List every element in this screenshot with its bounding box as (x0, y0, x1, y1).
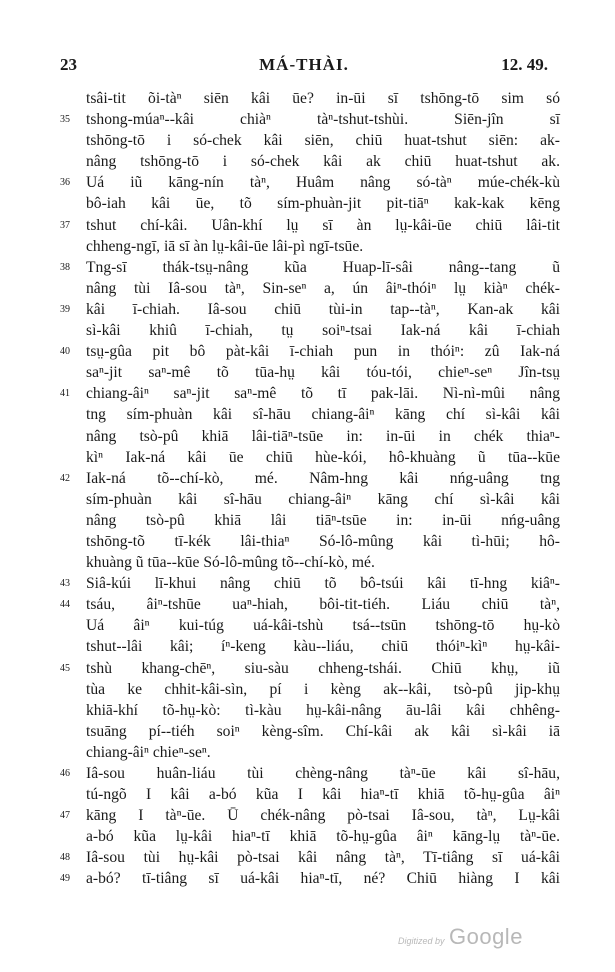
line-text: kāng I tàⁿ-ūe. Ū chék-nâng pò-tsai Iâ-sou, tàⁿ, Lṳ-kâi (86, 807, 560, 825)
text-line (60, 236, 560, 257)
line-text: kìⁿ Iak-ná kâi ūe chiū hùe-kói, hô-khuàng ũ tūa--kūe (86, 448, 560, 466)
text-line (60, 847, 560, 868)
verse-number: 49 (60, 873, 70, 885)
line-text: kâi ī-chiah. Iâ-sou chiū tùi-in tap--tàⁿ, Kan-ak kâi (86, 300, 560, 318)
text-line (60, 615, 560, 636)
text-line (60, 299, 560, 320)
text-line (60, 679, 560, 700)
line-text: tshù khang-chēⁿ, siu-sàu chheng-tshái. Chiū khṳ, iũ (86, 659, 560, 677)
text-line (60, 510, 560, 531)
verse-number: 38 (60, 261, 70, 273)
text-line (60, 805, 560, 826)
line-text: chheng-ngī, iā sī àn lṳ-kâi-ūe lâi-pì ngī-tsūe. (86, 237, 364, 255)
line-text: tú-ngõ I kâi a-bó kũa I kâi hiaⁿ-tī khiā tõ-hṳ-gûa âiⁿ (86, 786, 560, 804)
line-text: nâng tsò-pû khiā lâi tiāⁿ-tsūe in: in-ūi nńg-uâng (86, 511, 560, 529)
text-line (60, 88, 560, 109)
verse-number: 40 (60, 346, 70, 358)
text-line (60, 700, 560, 721)
page-number: 23 (60, 55, 77, 74)
line-text: sì-kâi khiû ī-chiah, tṳ soiⁿ-tsai Iak-ná kâi ī-chiah (86, 322, 560, 340)
line-text: tsṳ-gûa pit bô pàt-kâi ī-chiah pun in thóiⁿ: zû Iak-ná (86, 343, 560, 361)
verse-number: 39 (60, 303, 70, 315)
line-text: khiā-khí tõ-hṳ-kò: tì-kàu hṳ-kâi-nâng āu-lâi kâi chhêng- (86, 701, 560, 719)
digitized-by-google-watermark (398, 924, 523, 950)
text-line (60, 658, 560, 679)
text-line (60, 763, 560, 784)
line-text: tsâi-tit õi-tàⁿ siēn kâi ūe? in-ūi sī tshōng-tō sim só (86, 90, 560, 107)
text-line (60, 404, 560, 425)
verse-number: 35 (60, 114, 70, 126)
text-line (60, 594, 560, 615)
line-text: Uá âiⁿ kui-túg uá-kâi-tshù tsá--tsūn tshōng-tō hṳ-kò (86, 617, 560, 635)
line-text: sím-phuàn kâi sî-hāu chiang-âiⁿ kāng chí sì-kâi kâi (86, 490, 560, 508)
line-text: chiang-âiⁿ saⁿ-jit saⁿ-mê tõ tī pak-lāi. Nì-nì-mûi nâng (86, 385, 560, 403)
line-text: Tng-sī thák-tsṳ-nâng kũa Huap-lī-sâi nâng--tang ũ (86, 258, 560, 276)
line-text: a-bó? tī-tiâng sī uá-kâi hiaⁿ-tī, né? Chiū hiàng I kâi (86, 870, 560, 888)
line-text: tshōng-tõ tī-kék lâi-thiaⁿ Só-lô-mûng kâi tì-hūi; hô- (86, 532, 560, 550)
text-line (60, 341, 560, 362)
watermark-prefix: Digitized by (398, 936, 445, 946)
line-text: Uá iũ kāng-nín tàⁿ, Huâm nâng só-tàⁿ múe-chék-kù (86, 174, 560, 192)
verse-number: 47 (60, 810, 70, 822)
line-text: tng sím-phuàn kâi sî-hāu chiang-âiⁿ kāng chí sì-kâi kâi (86, 406, 560, 424)
text-line (60, 868, 560, 889)
text-line (60, 426, 560, 447)
line-text: tshut chí-kâi. Uân-khí lṳ sī àn lṳ-kâi-ūe chiū lâi-tit (86, 216, 560, 234)
text-line (60, 573, 560, 594)
line-text: tshut--lâi kâi; íⁿ-keng kàu--liáu, chiū thóiⁿ-kìⁿ hṳ-kâi- (86, 638, 560, 656)
verse-number: 44 (60, 599, 70, 611)
text-line (60, 151, 560, 172)
line-text: Iâ-sou tùi hṳ-kâi pò-tsai kâi nâng tàⁿ, Tī-tiâng sī uá-kâi (86, 849, 560, 867)
verse-number: 36 (60, 177, 70, 189)
line-text: chiang-âiⁿ chieⁿ-seⁿ. (86, 743, 211, 761)
verse-number: 43 (60, 578, 70, 590)
google-logo: Google (448, 924, 523, 949)
text-line (60, 447, 560, 468)
text-line (60, 784, 560, 805)
text-line (60, 636, 560, 657)
text-line (60, 489, 560, 510)
verse-number: 41 (60, 388, 70, 400)
line-text: a-bó kũa lṳ-kâi hiaⁿ-tī khiā tõ-hṳ-gûa âiⁿ kāng-lṳ tàⁿ-ūe. (86, 828, 560, 846)
line-text: tshong-múaⁿ--kâi chiàⁿ tàⁿ-tshut-tshùi. Siēn-jîn sī (86, 111, 560, 129)
text-line (60, 552, 560, 573)
line-text: saⁿ-jit saⁿ-mê tõ tūa-hṳ kâi tóu-tói, chieⁿ-seⁿ Jîn-tsṳ (86, 364, 560, 382)
text-line (60, 826, 560, 847)
line-text: tsáu, âiⁿ-tshūe uaⁿ-hiah, bôi-tit-tiéh. Liáu chiū tàⁿ, (86, 596, 560, 614)
line-text: nâng tshōng-tō i só-chek kâi ak chiū huat-tshut ak. (86, 153, 560, 171)
text-line (60, 320, 560, 341)
line-text: Iak-ná tõ--chí-kò, mé. Nâm-hng kâi nńg-uâng tng (86, 469, 560, 487)
text-line (60, 278, 560, 299)
verse-number: 46 (60, 768, 70, 779)
book-title: MÁ-THÀI. (259, 55, 349, 74)
line-text: tshōng-tō i só-chek kâi siēn, chiū huat-tshut siēn: ak- (86, 132, 560, 150)
line-text: Iâ-sou huân-liáu tùi chèng-nâng tàⁿ-ūe kâi sî-hāu, (86, 765, 560, 782)
text-line (60, 383, 560, 404)
text-line (60, 172, 560, 193)
line-text: tùa ke chhit-kâi-sìn, pí i kèng ak--kâi, tsò-pû jip-khṳ (86, 680, 560, 698)
line-text: nâng tsò-pû khiā lâi-tiāⁿ-tsūe in: in-ūi in chék thiaⁿ- (86, 427, 560, 445)
text-line (60, 721, 560, 742)
text-line (60, 109, 560, 130)
text-line (60, 531, 560, 552)
line-text: Siâ-kúi lī-khui nâng chiū tõ bô-tsúi kâi tī-hng kiâⁿ- (86, 575, 560, 593)
verse-number: 48 (60, 852, 70, 864)
verse-number: 37 (60, 219, 70, 231)
line-text: bô-iah kâi ūe, tõ sím-phuàn-jit pit-tiāⁿ kak-kak kēng (86, 195, 560, 213)
line-text: tsuāng pí--tiéh soiⁿ kèng-sîm. Chí-kâi ak kâi sì-kâi iā (86, 722, 560, 740)
text-line (60, 742, 560, 763)
text-line (60, 257, 560, 278)
text-line (60, 362, 560, 383)
text-line (60, 130, 560, 151)
text-line (60, 193, 560, 214)
line-text: nâng tùi Iâ-sou tàⁿ, Sin-seⁿ a, ún âiⁿ-thóiⁿ lṳ kiàⁿ chék- (86, 279, 560, 297)
scripture-text (60, 88, 560, 890)
verse-number: 42 (60, 472, 70, 484)
chapter-verse-reference: 12. 49. (501, 55, 548, 74)
verse-number: 45 (60, 662, 70, 674)
page-header (60, 55, 548, 79)
text-line (60, 215, 560, 236)
line-text: khuàng ũ tūa--kūe Só-lô-mûng tõ--chí-kò, mé. (86, 554, 375, 572)
text-line (60, 468, 560, 489)
